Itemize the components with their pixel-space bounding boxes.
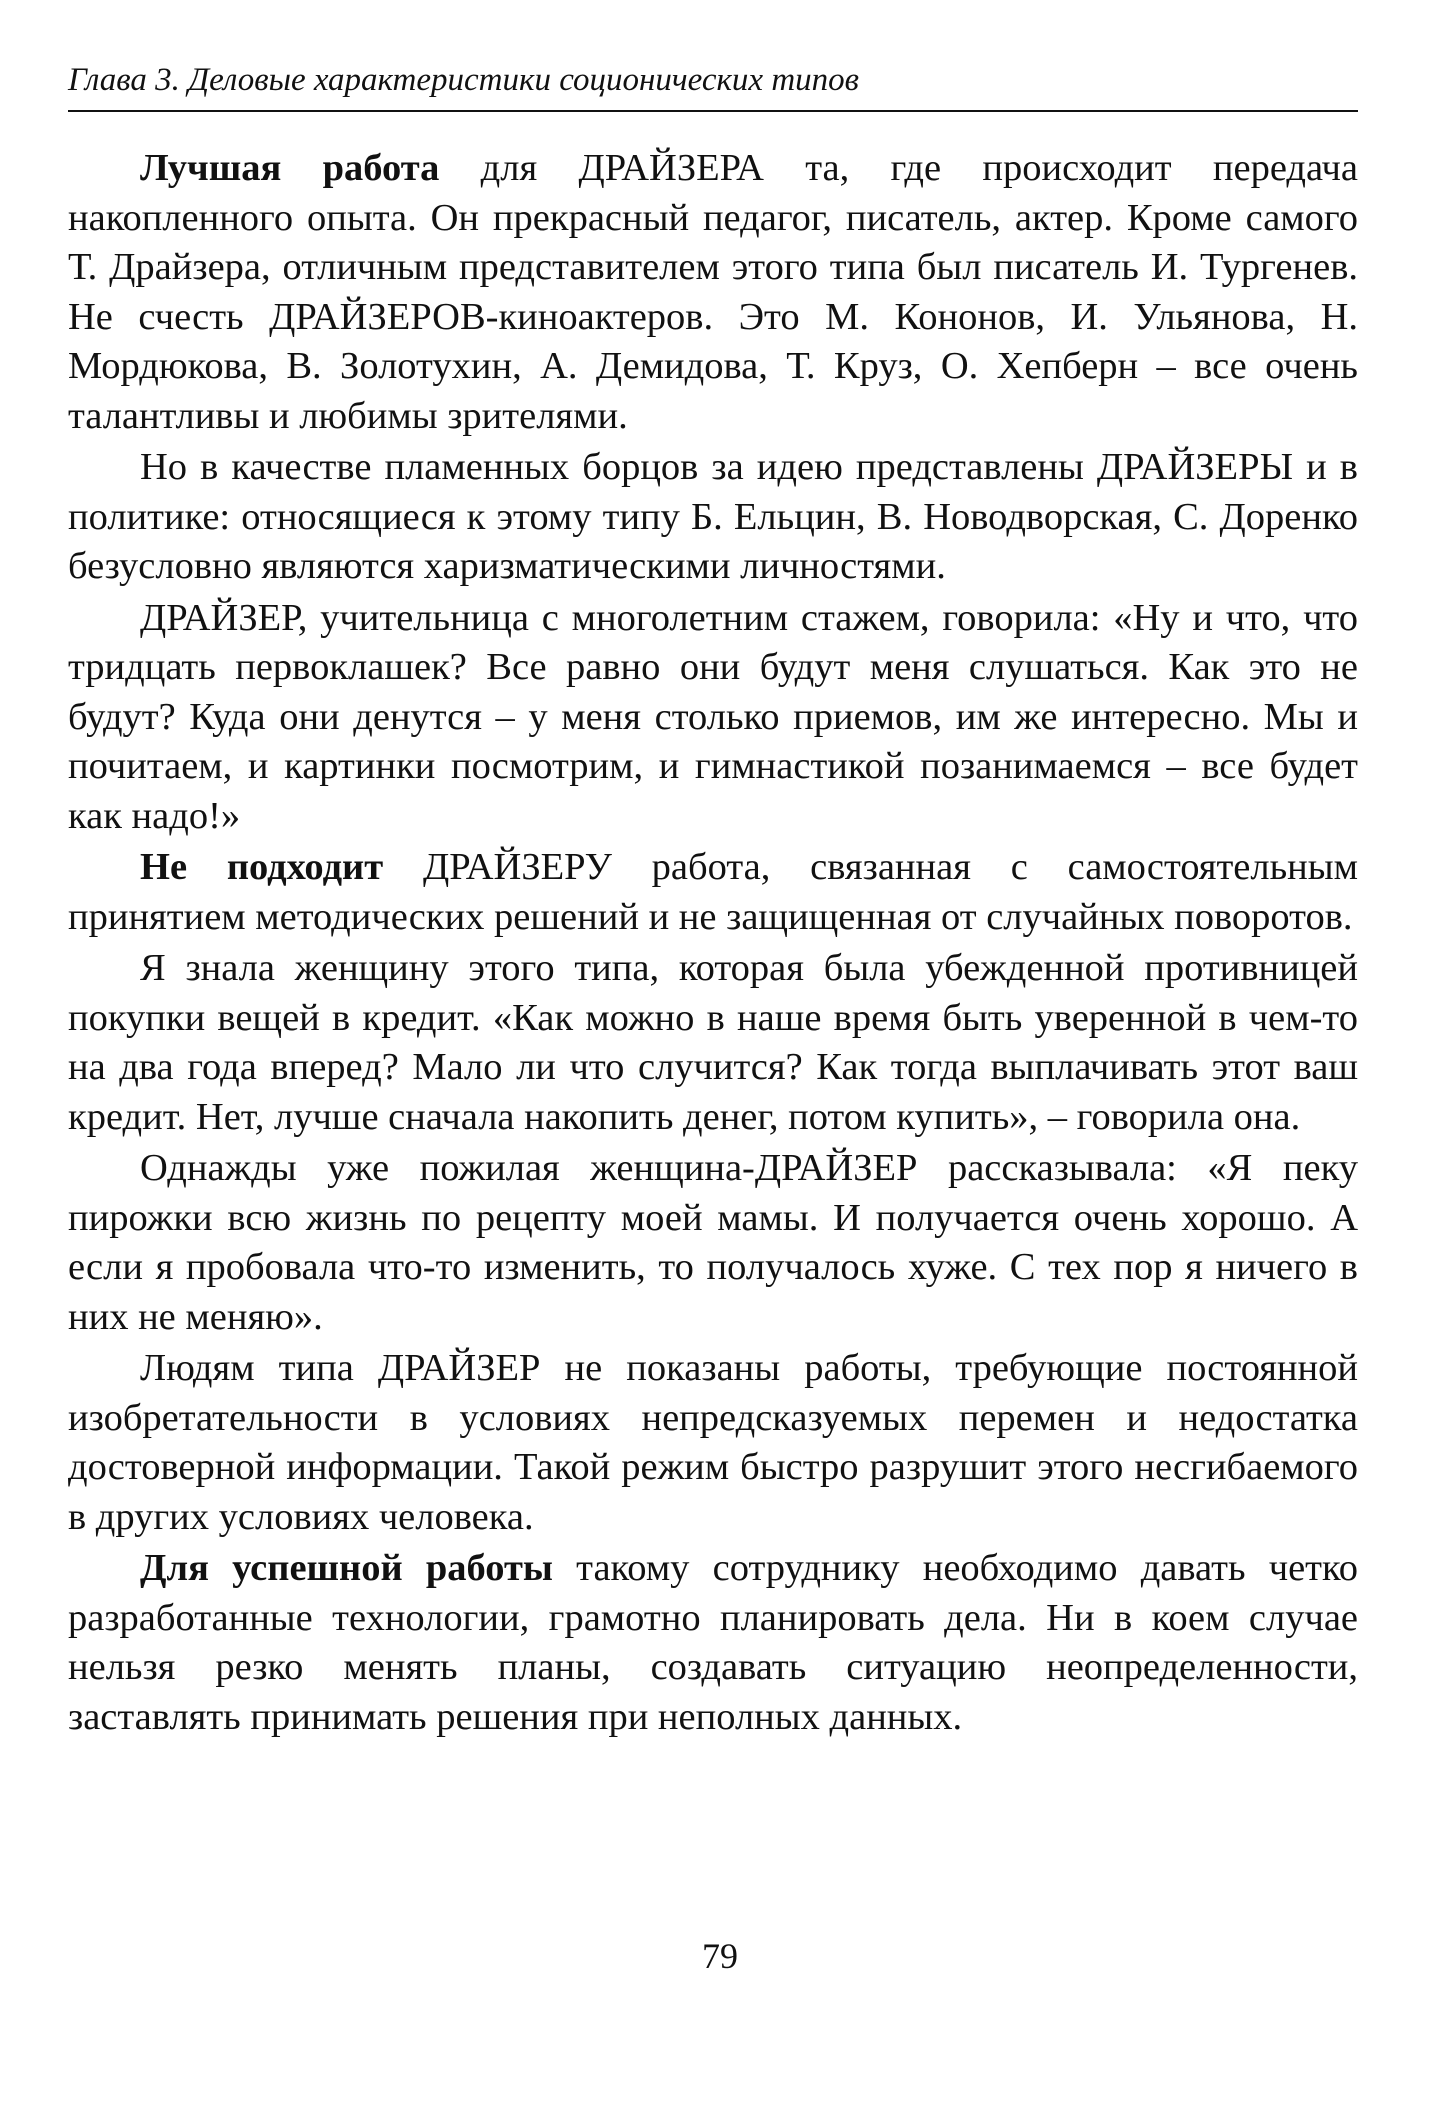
paragraph-credit: [68, 944, 1358, 1142]
paragraph-body: для ДРАЙЗЕРА та, где происходит передача накопленного опыта. Он прекрасный педагог, писатель, актер. Кроме самого Т. Драйзера, отличным представителем этого типа был писатель И. Тургенев. Не счесть ДРАЙЗЕРОВ-киноактеров. Это М. Кононов, И. Ульянова, Н. Мордюкова, В. Золотухин, А. Демидова, Т. Круз, О. Хепберн – все очень талантливы и любимы зрителями.: [68, 147, 1358, 437]
paragraph-politics: [68, 443, 1358, 592]
paragraph-contraindicated: [68, 1344, 1358, 1542]
page-number: 79: [702, 1936, 738, 1976]
paragraph-best-work: [68, 144, 1358, 441]
paragraph-body: Людям типа ДРАЙЗЕР не показаны работы, требующие постоянной изобретательности в условиях непредсказуемых перемен и недостатка достоверной информации. Такой режим быстро разрушит этого несгибаемого в других условиях человека.: [68, 1347, 1358, 1538]
paragraph-lead: Для успешной работы: [140, 1547, 553, 1589]
paragraph-body: Однажды уже пожилая женщина-ДРАЙЗЕР рассказывала: «Я пеку пирожки всю жизнь по рецепту моей мамы. И получается очень хорошо. А если я пробовала что-то изменить, то получалось хуже. С тех пор я ничего в них не меняю».: [68, 1147, 1358, 1338]
running-header: Глава 3. Деловые характеристики соционических типов: [68, 62, 859, 98]
paragraph-body: Но в качестве пламенных борцов за идею представлены ДРАЙЗЕРЫ и в политике: относящиеся к этому типу Б. Ельцин, В. Новодворская, С. Доренко безусловно являются харизматическими личностями.: [68, 446, 1358, 587]
paragraph-body: такому сотруднику необходимо давать четко разработанные технологии, грамотно планировать дела. Ни в коем случае нельзя резко менять планы, создавать ситуацию неопределенности, заставлять принимать решения при неполных данных.: [68, 1547, 1358, 1738]
paragraph-lead: Лучшая работа: [140, 147, 440, 189]
paragraph-body: ДРАЙЗЕРУ работа, связанная с самостоятельным принятием методических решений и не защищенная от случайных поворотов.: [68, 846, 1359, 938]
header-rule: [68, 110, 1358, 112]
body-text: [68, 144, 1358, 1742]
paragraph-not-suitable: [68, 843, 1358, 942]
paragraph-body: Я знала женщину этого типа, которая была убежденной противницей покупки вещей в кредит. «Как можно в наше время быть уверенной в чем-то на два года вперед? Мало ли что случится? Как тогда выплачивать этот ваш кредит. Нет, лучше сначала накопить денег, потом купить», – говорила она.: [68, 947, 1358, 1138]
paragraph-pies: [68, 1144, 1358, 1342]
paragraph-body: ДРАЙЗЕР, учительница с многолетним стажем, говорила: «Ну и что, что тридцать первоклашек? Все равно они будут меня слушаться. Как это не будут? Куда они денутся – у меня столько приемов, им же интересно. Мы и почитаем, и картинки посмотрим, и гимнастикой позанимаемся – все будет как надо!»: [68, 596, 1358, 837]
paragraph-success: [68, 1544, 1358, 1742]
paragraph-lead: Не подходит: [140, 846, 384, 888]
page: [68, 60, 1358, 1744]
paragraph-teacher: [68, 594, 1358, 842]
